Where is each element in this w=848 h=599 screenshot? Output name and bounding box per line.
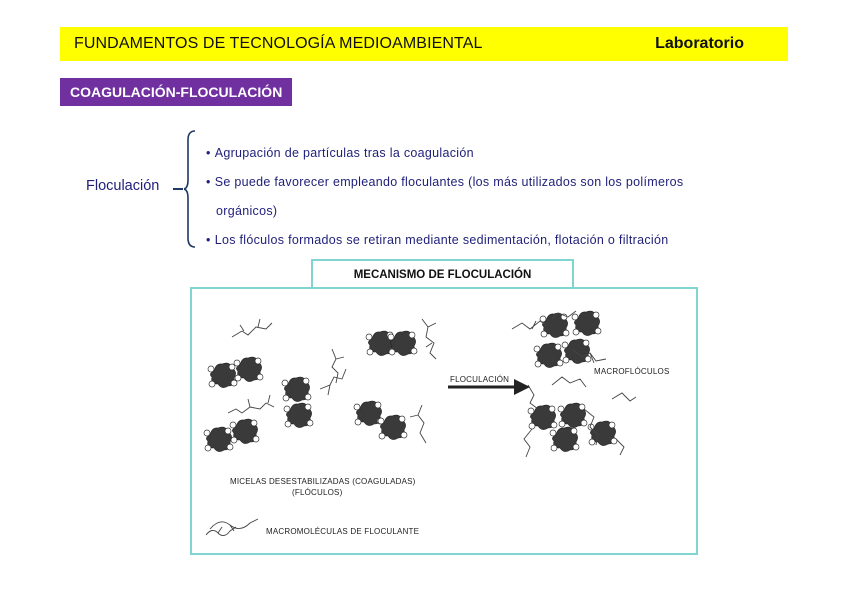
floc-bead [366, 334, 372, 340]
floc-group [204, 311, 617, 452]
floc-bead [549, 406, 555, 412]
bullet-dot: • [206, 175, 211, 189]
floc-bead [401, 432, 407, 438]
floc-bead [208, 366, 214, 372]
polymer-strand [410, 405, 426, 443]
floc-bead [550, 430, 556, 436]
floc-bead [225, 428, 231, 434]
diagram-title: MECANISMO DE FLOCULACIÓN [311, 259, 574, 287]
floc-bead [557, 360, 563, 366]
floc-bead [378, 418, 384, 424]
floc-bead [573, 444, 579, 450]
bullet-item [206, 226, 766, 255]
floc-bead [534, 346, 540, 352]
floc-bead [581, 420, 587, 426]
floc-bead [231, 437, 237, 443]
floc-bead [234, 360, 240, 366]
floc-bead [307, 420, 313, 426]
term-connector [173, 188, 183, 190]
floc-bead [253, 436, 259, 442]
floc-bead [255, 358, 261, 364]
floc-bead [230, 422, 236, 428]
floc-bead [551, 422, 557, 428]
floc-bead [283, 395, 289, 401]
floc-bead [551, 445, 557, 451]
bullet-text: Agrupación de partículas tras la coagulación [214, 146, 474, 160]
floc-bead [559, 421, 565, 427]
bullet-continuation [206, 197, 766, 226]
floc-bead [235, 375, 241, 381]
floc-bead [205, 445, 211, 451]
bullet-item [206, 168, 766, 197]
floc-bead [589, 439, 595, 445]
floc-bead [409, 332, 415, 338]
legend-micelles-subtext: (FLÓCULOS) [292, 488, 343, 497]
floc-bead [595, 328, 601, 334]
polymer-strand [232, 319, 272, 337]
bullet-text: orgánicos) [216, 204, 278, 218]
diagram-illustration [192, 289, 696, 553]
floc-bead [562, 342, 568, 348]
floc-bead [399, 416, 405, 422]
floc-bead [285, 421, 291, 427]
floc-bead [257, 374, 263, 380]
floc-bead [282, 380, 288, 386]
floc-bead [593, 312, 599, 318]
legend-micelles-text: MICELAS DESESTABILIZADAS (COAGULADAS) [230, 477, 416, 486]
floc-bead [389, 349, 395, 355]
floc-bead [528, 408, 534, 414]
floc-bead [355, 419, 361, 425]
floc-bead [411, 348, 417, 354]
floc-bead [375, 402, 381, 408]
brace-icon [184, 130, 196, 248]
floc-bead [563, 357, 569, 363]
floc-bead [611, 438, 617, 444]
floc-bead [571, 428, 577, 434]
floc-bead [305, 404, 311, 410]
section-label: Laboratorio [655, 35, 744, 52]
floc-bead [555, 344, 561, 350]
floc-bead [229, 364, 235, 370]
floc-bead [535, 361, 541, 367]
floc-bead [558, 406, 564, 412]
bullet-dot: • [206, 146, 211, 160]
floc-bead [284, 406, 290, 412]
result-label: MACROFLÓCULOS [594, 367, 670, 376]
floc-bead [379, 433, 385, 439]
bullet-item [206, 139, 766, 168]
floc-bead [563, 330, 569, 336]
polymer-strand [210, 519, 258, 531]
polymer-strand [612, 393, 636, 455]
floc-bead [209, 381, 215, 387]
floc-bead [367, 349, 373, 355]
floc-bead [585, 356, 591, 362]
floc-bead [303, 378, 309, 384]
floc-bead [609, 422, 615, 428]
floc-bead [251, 420, 257, 426]
floc-bead [583, 340, 589, 346]
page-title: FUNDAMENTOS DE TECNOLOGÍA MEDIOAMBIENTAL [74, 35, 483, 52]
header-bar [60, 27, 788, 61]
term-label: Floculación [86, 178, 160, 194]
bullet-text: Se puede favorecer empleando floculantes (los más utilizados son los polímeros [214, 175, 684, 189]
floc-bead [354, 404, 360, 410]
flocculation-diagram [190, 287, 698, 555]
floc-bead [388, 334, 394, 340]
floc-bead [541, 331, 547, 337]
arrow-label: FLOCULACIÓN [450, 375, 510, 384]
floc-bead [305, 394, 311, 400]
bullet-list [206, 139, 766, 255]
legend-polymer-text: MACROMOLÉCULAS DE FLOCULANTE [266, 527, 420, 536]
floc-bead [227, 444, 233, 450]
floc-bead [204, 430, 210, 436]
floc-bead [231, 380, 237, 386]
bullet-text: Los flóculos formados se retiran mediante sedimentación, flotación o filtración [214, 233, 669, 247]
polymer-strand [422, 319, 436, 359]
polymer-strand [320, 369, 346, 395]
floc-bead [572, 314, 578, 320]
floc-bead [529, 423, 535, 429]
floc-bead [573, 329, 579, 335]
bullet-dot: • [206, 233, 211, 247]
polymer-strand [228, 395, 274, 413]
section-tag: COAGULACIÓN-FLOCULACIÓN [60, 78, 292, 106]
